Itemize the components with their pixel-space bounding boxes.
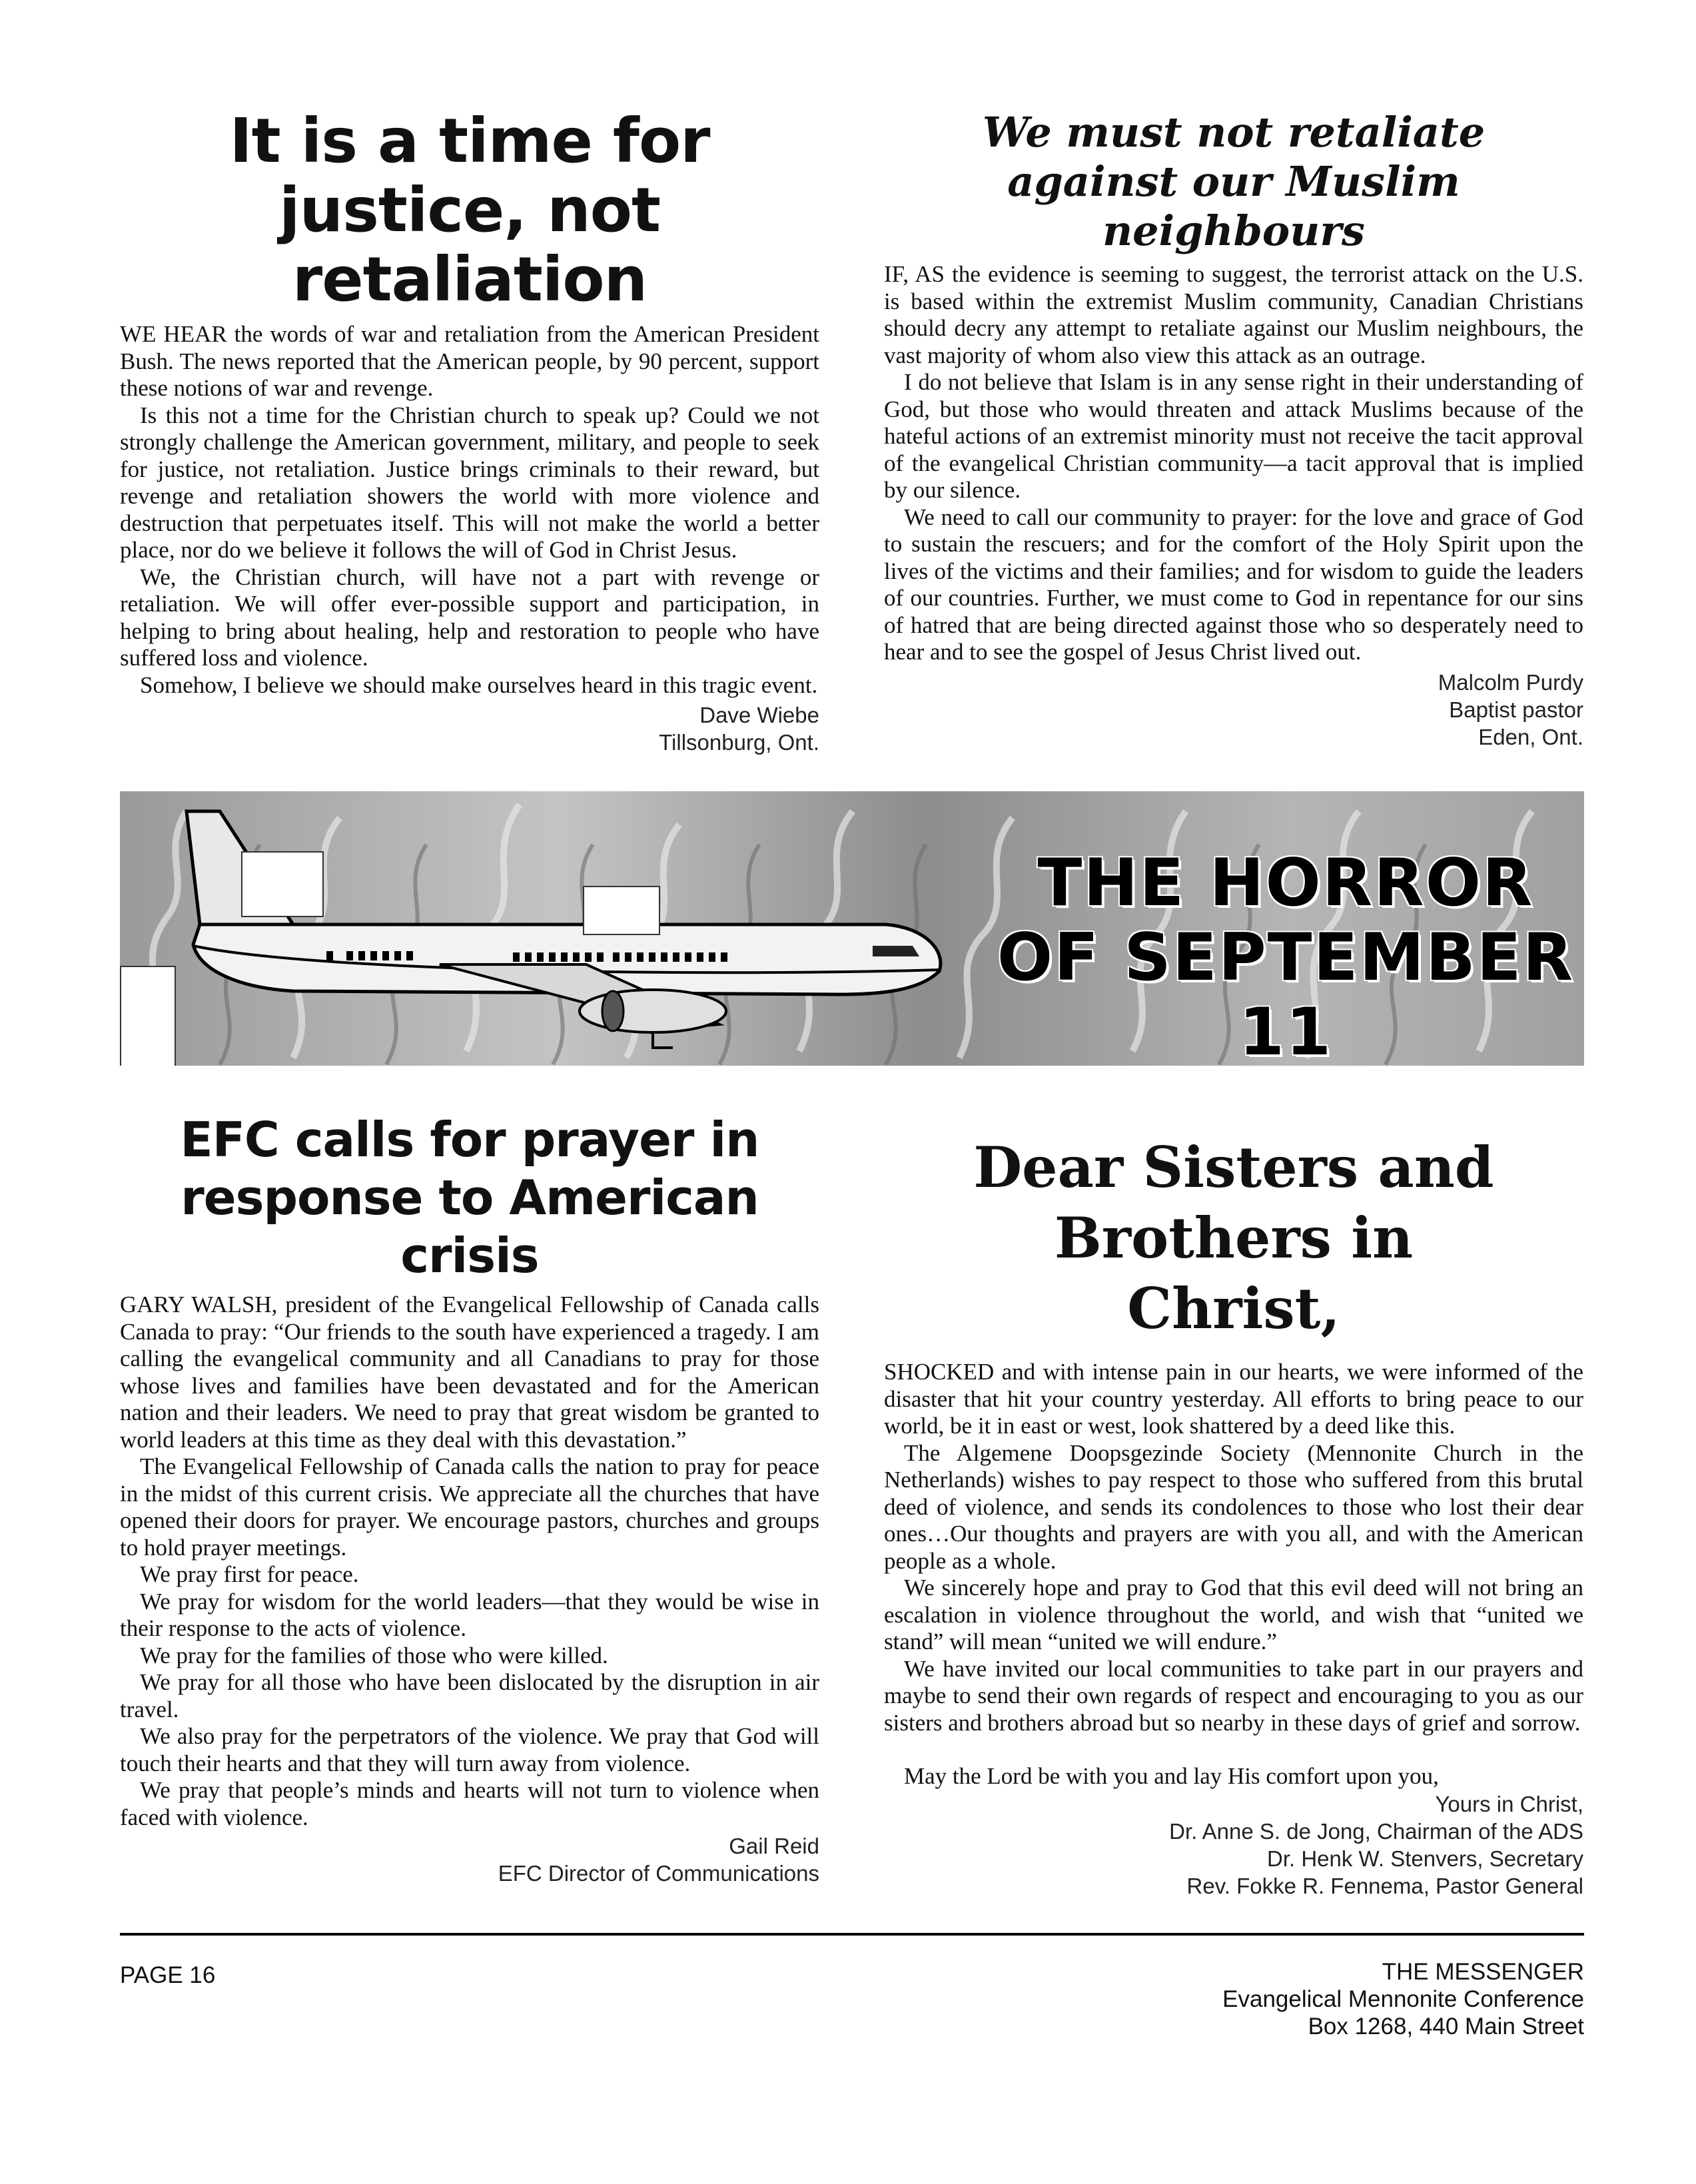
paragraph: GARY WALSH, president of the Evangelical Fellowship of Canada calls Canada to pray: “Our friends to the south have experienced a tragedy. I am calling the evangelical community and all Canadians to pray for those whose lives and families have been devastated and for the American nation and their leaders. We need to pray that great wisdom be granted to world leaders at this time as they deal with this devastation.” <box>120 1291 819 1453</box>
publication-line: THE MESSENGER <box>1382 1959 1584 1985</box>
article-muslim-signature <box>884 669 1583 751</box>
signature-line: Rev. Fokke R. Fennema, Pastor General <box>1186 1873 1583 1898</box>
article-dear-sisters-signature <box>884 1790 1583 1900</box>
paragraph: SHOCKED and with intense pain in our hearts, we were informed of the disaster that hit your country yesterday. All efforts to bring peace to our world, be it in east or west, look shattered by a deed like this. <box>884 1359 1583 1439</box>
paragraph: The Evangelical Fellowship of Canada calls the nation to pray for peace in the midst of this current crisis. We appreciate all the churches that have opened their doors for prayer. We encourage pastors, churches and groups to hold prayer meetings. <box>120 1453 819 1561</box>
closing-line: May the Lord be with you and lay His comfort upon you, <box>904 1763 1439 1789</box>
paragraph: Somehow, I believe we should make ourselves heard in this tragic event. <box>140 671 818 698</box>
signature-line: Yours in Christ, <box>1435 1791 1583 1816</box>
signature-line: Dr. Anne S. de Jong, Chairman of the ADS <box>1169 1818 1583 1844</box>
horror-banner <box>120 791 1584 1066</box>
paragraph: We pray for wisdom for the world leaders—that they would be wise in their response to the acts of violence. <box>120 1588 819 1641</box>
signature-line: Gail Reid <box>729 1834 819 1858</box>
airplane-illustration <box>120 791 953 1066</box>
paragraph: IF, AS the evidence is seeming to suggest, the terrorist attack on the U.S. is based within the extremist Muslim community, Canadian Christians should decry any attempt to retaliate against our Muslim neighbours, the vast majority of whom also view this attack as an outrage. <box>884 261 1583 368</box>
article-muslim-body <box>884 261 1583 666</box>
paragraph: I do not believe that Islam is in any sense right in their understanding of God, but those who would threaten and attack Muslims because of the hateful actions of an extremist minority must not receive the tacit approval of the evangelical Christian community—a tacit approval that is implied by our silence. <box>884 369 1583 503</box>
signature-line: Dave Wiebe <box>699 703 819 727</box>
redaction-box <box>241 851 324 917</box>
article-efc-prayer <box>120 1111 819 1887</box>
paragraph: We pray for the families of those who were killed. <box>140 1642 608 1668</box>
article-justice-signature <box>120 701 819 756</box>
article-muslim-neighbours <box>884 108 1583 751</box>
redaction-box <box>583 886 660 935</box>
paragraph: The Algemene Doopsgezinde Society (Mennonite Church in the Netherlands) wishes to pay respect to those who suffered from this brutal deed of violence, and sends its condolences to those who lost their dear ones…Our thoughts and prayers are with you all, and with the American people as a whole. <box>884 1439 1583 1574</box>
banner-title-line1: THE HORROR <box>1037 845 1534 921</box>
paragraph: We need to call our community to prayer: for the love and grace of God to sustain the rescuers; and for the comfort of the Holy Spirit upon the lives of the victims and their families; and for wisdom to guide the leaders of our countries. Further, we must come to God in repentance for our sins of hatred that are being directed against those who so desperately need to hear and to see the gospel of Jesus Christ lived out. <box>884 504 1583 665</box>
redaction-box <box>120 966 176 1066</box>
paragraph: We pray that people’s minds and hearts will not turn to violence when faced with violence. <box>120 1777 819 1830</box>
footer-rule <box>120 1933 1584 1936</box>
paragraph: We sincerely hope and pray to God that this evil deed will not bring an escalation in violence throughout the world, and wish that “united we stand” will mean “united we will endure.” <box>884 1575 1583 1654</box>
signature-line: Tillsonburg, Ont. <box>659 730 819 755</box>
paragraph: We pray first for peace. <box>140 1561 359 1587</box>
paragraph: We pray for all those who have been dislocated by the disruption in air travel. <box>120 1669 819 1722</box>
article-dear-sisters <box>884 1132 1583 1900</box>
article-efc-headline: EFC calls for prayer in response to American crisis <box>180 1112 759 1283</box>
article-justice-body <box>120 321 819 699</box>
article-justice <box>120 107 819 756</box>
paragraph: We also pray for the perpetrators of the violence. We pray that God will touch their hearts and that they will turn away from violence. <box>120 1723 819 1776</box>
signature-line: Dr. Henk W. Stenvers, Secretary <box>1267 1846 1583 1871</box>
paragraph: We, the Christian church, will have not a part with revenge or retaliation. We will offer ever-possible support and participation, in helping to bring about healing, help and restoration to people who have suffered loss and violence. <box>120 563 819 671</box>
publication-line: Evangelical Mennonite Conference <box>1222 1986 1584 2012</box>
article-efc-signature <box>120 1832 819 1887</box>
banner-title-line2: OF SEPTEMBER 11 <box>997 920 1575 1066</box>
article-dear-sisters-headline: Dear Sisters and Brothers in Christ, <box>973 1134 1494 1341</box>
signature-line: EFC Director of Communications <box>498 1861 819 1886</box>
article-dear-sisters-body <box>884 1359 1583 1790</box>
page-number: PAGE 16 <box>120 1962 216 1988</box>
signature-line: Eden, Ont. <box>1478 724 1583 749</box>
paragraph: We have invited our local communities to take part in our prayers and maybe to send their own regards of respect and encouraging to you as our sisters and brothers abroad but so nearby in these days of grief and sorrow. <box>884 1655 1583 1736</box>
paragraph: Is this not a time for the Christian church to speak up? Could we not strongly challenge the American government, military, and people to seek for justice, not retaliation. Justice brings criminals to their reward, but revenge and retaliation showers the world with more violence and destruction that perpetuates itself. This will not make the world a better place, nor do we believe it follows the will of God in Christ Jesus. <box>120 402 819 563</box>
publication-line: Box 1268, 440 Main Street <box>1308 2013 1584 2039</box>
signature-line: Baptist pastor <box>1449 697 1583 722</box>
publication-info <box>1222 1958 1584 2040</box>
article-efc-body <box>120 1291 819 1831</box>
signature-line: Malcolm Purdy <box>1438 669 1583 695</box>
article-muslim-headline: We must not retaliate against our Muslim neighbours <box>982 108 1485 255</box>
banner-title <box>993 846 1579 1066</box>
paragraph: WE HEAR the words of war and retaliation from the American President Bush. The news reported that the American people, by 90 percent, support these notions of war and revenge. <box>120 321 819 401</box>
article-justice-headline: It is a time for justice, not retaliation <box>229 105 710 315</box>
